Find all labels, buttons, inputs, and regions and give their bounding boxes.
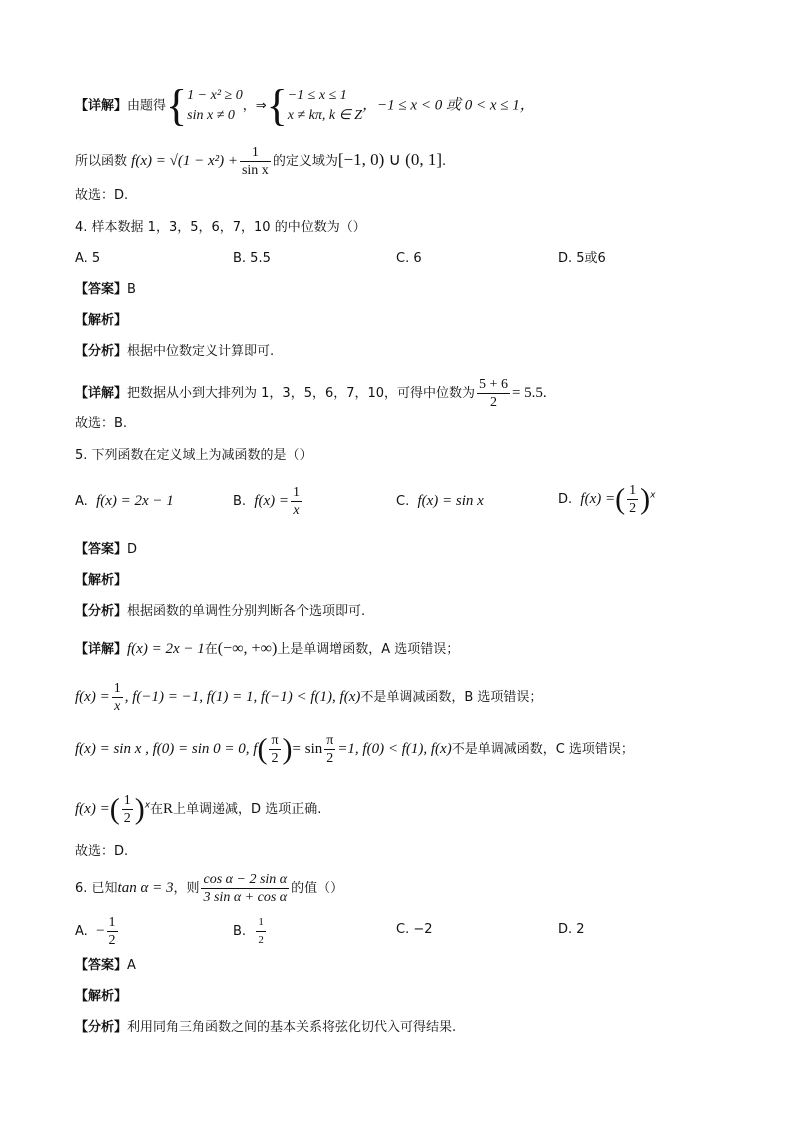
q6-option-b bbox=[233, 914, 268, 949]
q4-frac-den: 2 bbox=[490, 395, 497, 410]
q5-opt-c-label: C. bbox=[396, 494, 410, 509]
detail-label: 【详解】 bbox=[75, 98, 128, 114]
q5-line-d-num: 1 bbox=[123, 793, 131, 808]
q3-domain: [−1, 0) ∪ (0, 1] bbox=[337, 150, 443, 169]
answer-label: 【答案】 bbox=[75, 958, 128, 973]
detail-label: 【详解】 bbox=[75, 386, 128, 401]
q5-detail-c: f(x) = sin x , f(0) = sin 0 = 0, f( $\frac{\pi}{2}$ )= sin $\frac{\pi}{2}$ =1, f(0) < f(1), f(x)不是单调减函数，C 选项错误； bbox=[75, 732, 634, 766]
q5-opt-d-lhs: f(x) = bbox=[580, 491, 616, 507]
q5-line-c-two: 2 bbox=[271, 751, 279, 766]
q5-choice: 故选：D. bbox=[75, 844, 129, 859]
q5-line-b-frac bbox=[112, 680, 123, 715]
q4-option-a: A. 5 bbox=[75, 251, 101, 266]
q4-option-c: C. 6 bbox=[396, 251, 422, 266]
q5-answer bbox=[75, 540, 137, 560]
q4-choice: 故选：B. bbox=[75, 416, 128, 431]
q5-opt-c-math: f(x) = sin x bbox=[417, 493, 484, 509]
q6-stem-mid: ，则 bbox=[173, 881, 200, 896]
q5-line-d-text1: 在 bbox=[150, 802, 164, 817]
q5-line-d-lhs: f(x) = bbox=[75, 801, 110, 817]
q5-line-c-two-2: 2 bbox=[326, 751, 334, 766]
q5-line-d-exp: x bbox=[144, 800, 151, 811]
q6-option-c: C. −2 bbox=[396, 922, 433, 937]
left-brace-icon: { bbox=[166, 81, 188, 130]
q6-opt-b-num: 1 bbox=[256, 914, 266, 932]
q5-line-b-math: , f(−1) = −1, f(1) = 1, f(−1) < f(1), f(x) bbox=[124, 689, 361, 705]
q6-opt-b-den: 2 bbox=[258, 934, 264, 946]
q5-opt-d-num: 1 bbox=[629, 483, 637, 498]
q5-line-a-text2: 上是单调增函数，A 选项错误； bbox=[277, 642, 460, 657]
fenxi-label: 【分析】 bbox=[75, 604, 128, 619]
q3-sys2-line1: −1 ≤ x ≤ 1 bbox=[287, 88, 347, 103]
q5-detail-a bbox=[75, 639, 459, 660]
q4-fenxi bbox=[75, 342, 274, 362]
q5-line-d-R: R bbox=[163, 801, 174, 817]
q4-fenxi-text: 根据中位数定义计算即可. bbox=[127, 344, 275, 359]
q5-line-a-interval: (−∞, +∞) bbox=[217, 640, 278, 657]
q6-option-a bbox=[75, 914, 120, 949]
q6-opt-a-frac bbox=[107, 914, 118, 949]
q3-fraction bbox=[240, 144, 271, 179]
q6-opt-b-frac bbox=[256, 914, 266, 949]
detail-label: 【详解】 bbox=[75, 642, 128, 657]
q6-opt-a-sign: − bbox=[96, 923, 105, 939]
q3-choice: 故选：D. bbox=[75, 188, 129, 203]
q5-line-a-math: f(x) = 2x − 1 bbox=[127, 641, 205, 657]
q5-option-a bbox=[75, 491, 174, 512]
q5-line-c-pi: π bbox=[271, 733, 279, 748]
q5-line-c-math2: = sin bbox=[292, 741, 323, 757]
q5-opt-b-label: B. bbox=[233, 494, 247, 509]
q5-opt-b-den: x bbox=[293, 503, 300, 518]
q3-system-1 bbox=[187, 86, 243, 126]
fenxi-label: 【分析】 bbox=[75, 344, 128, 359]
q5-analysis-label: 【解析】 bbox=[75, 573, 128, 588]
q5-line-b-num: 1 bbox=[113, 681, 121, 696]
q3-sys1-line2: sin x ≠ 0 bbox=[187, 108, 235, 123]
q3-sys1-line1: 1 − x² ≥ 0 bbox=[187, 88, 243, 103]
q5-line-c-pi-2: π bbox=[326, 733, 334, 748]
q5-option-c bbox=[396, 491, 484, 512]
q5-opt-b-num: 1 bbox=[293, 485, 301, 500]
q5-opt-a-label: A. bbox=[75, 494, 88, 509]
q6-frac-den: 3 sin α + cos α bbox=[203, 890, 288, 905]
q3-frac-num: 1 bbox=[240, 144, 271, 162]
q5-fenxi bbox=[75, 602, 365, 622]
q4-detail-text: 把数据从小到大排列为 1，3，5，6，7，10，可得中位数为 bbox=[127, 386, 476, 401]
q6-opt-b-label: B. bbox=[233, 924, 247, 939]
left-brace-icon: { bbox=[266, 81, 288, 130]
q5-opt-d-frac bbox=[627, 482, 638, 517]
q6-answer-value: A bbox=[127, 958, 136, 973]
q5-line-c-text: 不是单调减函数，C 选项错误； bbox=[451, 742, 634, 757]
q5-line-b-lhs: f(x) = bbox=[75, 689, 110, 705]
q5-line-a-text1: 在 bbox=[204, 642, 218, 657]
q4-answer bbox=[75, 280, 136, 300]
q4-result: = 5.5. bbox=[511, 385, 547, 401]
q6-stem-lead: 6. 已知 bbox=[75, 881, 118, 896]
q5-answer-value: D bbox=[127, 542, 138, 557]
q6-option-d: D. 2 bbox=[558, 922, 585, 937]
q5-detail-b bbox=[75, 680, 542, 715]
q5-line-b-den: x bbox=[114, 699, 121, 714]
q5-fenxi-text: 根据函数的单调性分别判断各个选项即可. bbox=[127, 604, 366, 619]
q3-implies: ，⇒ bbox=[242, 98, 267, 114]
q3-frac-den: sin x bbox=[241, 163, 269, 178]
q3-conclusion bbox=[75, 144, 446, 179]
q4-option-b: B. 5.5 bbox=[233, 251, 271, 266]
q6-frac-num: cos α − 2 sin α bbox=[203, 872, 288, 887]
q5-line-c-math3: =1, f(0) < f(1), f(x) bbox=[337, 741, 452, 757]
q3-range: ，−1 ≤ x < 0 或 0 < x ≤ 1， bbox=[362, 97, 535, 114]
q5-line-d-text2: 上单调递减，D 选项正确. bbox=[173, 802, 322, 817]
q5-line-d-den: 2 bbox=[123, 811, 131, 826]
q6-opt-a-num: 1 bbox=[108, 915, 116, 930]
q5-opt-d-label: D. bbox=[558, 492, 573, 507]
q6-fenxi bbox=[75, 1018, 456, 1038]
q4-analysis-label: 【解析】 bbox=[75, 313, 128, 328]
q5-opt-a-math: f(x) = 2x − 1 bbox=[96, 493, 174, 509]
q6-tan: tan α = 3 bbox=[117, 880, 174, 896]
q6-stem-end: 的值（） bbox=[291, 881, 344, 896]
q6-fenxi-text: 利用同角三角函数之间的基本关系将弦化切代入可得结果. bbox=[127, 1020, 457, 1035]
q5-opt-d-den: 2 bbox=[629, 501, 637, 516]
q3-detail-lead: 由题得 bbox=[127, 98, 167, 114]
q5-stem: 5. 下列函数在定义域上为减函数的是（） bbox=[75, 448, 313, 463]
q4-stem: 4. 样本数据 1，3，5，6，7，10 的中位数为（） bbox=[75, 220, 366, 235]
q5-line-c-math1: f(x) = sin x , f(0) = sin 0 = 0, f bbox=[75, 741, 258, 757]
q3-detail-line bbox=[75, 81, 535, 130]
q4-frac-num: 5 + 6 bbox=[479, 377, 508, 392]
q4-answer-value: B bbox=[127, 282, 136, 297]
q5-opt-d-exp: x bbox=[650, 490, 656, 501]
q5-line-b-text: 不是单调减函数，B 选项错误； bbox=[360, 690, 543, 705]
q5-option-b bbox=[233, 484, 304, 519]
q4-fraction bbox=[477, 376, 510, 411]
fenxi-label: 【分析】 bbox=[75, 1020, 128, 1035]
answer-label: 【答案】 bbox=[75, 282, 128, 297]
q5-line-d-frac bbox=[122, 792, 133, 827]
q5-opt-b-lhs: f(x) = bbox=[254, 493, 290, 509]
q5-option-d: D. f(x) =( $\frac{1}{2}$ )$^x$ bbox=[558, 482, 656, 516]
q5-detail-d: f(x) =( $\frac{1}{2}$ )$^x$在R上单调递减，D 选项正确. bbox=[75, 792, 322, 826]
q6-fraction bbox=[201, 871, 289, 906]
q6-opt-a-label: A. bbox=[75, 924, 88, 939]
q3-conclusion-lead: 所以函数 bbox=[75, 154, 128, 169]
q5-line-c-frac2 bbox=[324, 732, 335, 767]
q3-sys2-line2: x ≠ kπ, k ∈ Z bbox=[287, 108, 363, 123]
q5-line-c-frac1 bbox=[269, 732, 280, 767]
q6-stem bbox=[75, 871, 343, 906]
q6-analysis-label: 【解析】 bbox=[75, 989, 128, 1004]
q6-opt-a-den: 2 bbox=[108, 933, 116, 948]
q4-detail bbox=[75, 376, 547, 411]
q4-option-d: D. 5或6 bbox=[558, 251, 606, 266]
answer-label: 【答案】 bbox=[75, 542, 128, 557]
q6-answer bbox=[75, 956, 136, 976]
q5-opt-b-frac bbox=[291, 484, 302, 519]
q3-conclusion-mid: 的定义域为 bbox=[272, 154, 338, 169]
q3-system-2 bbox=[288, 86, 362, 126]
q3-period: . bbox=[442, 154, 447, 169]
q3-function: f(x) = √(1 − x²) + bbox=[131, 153, 238, 169]
